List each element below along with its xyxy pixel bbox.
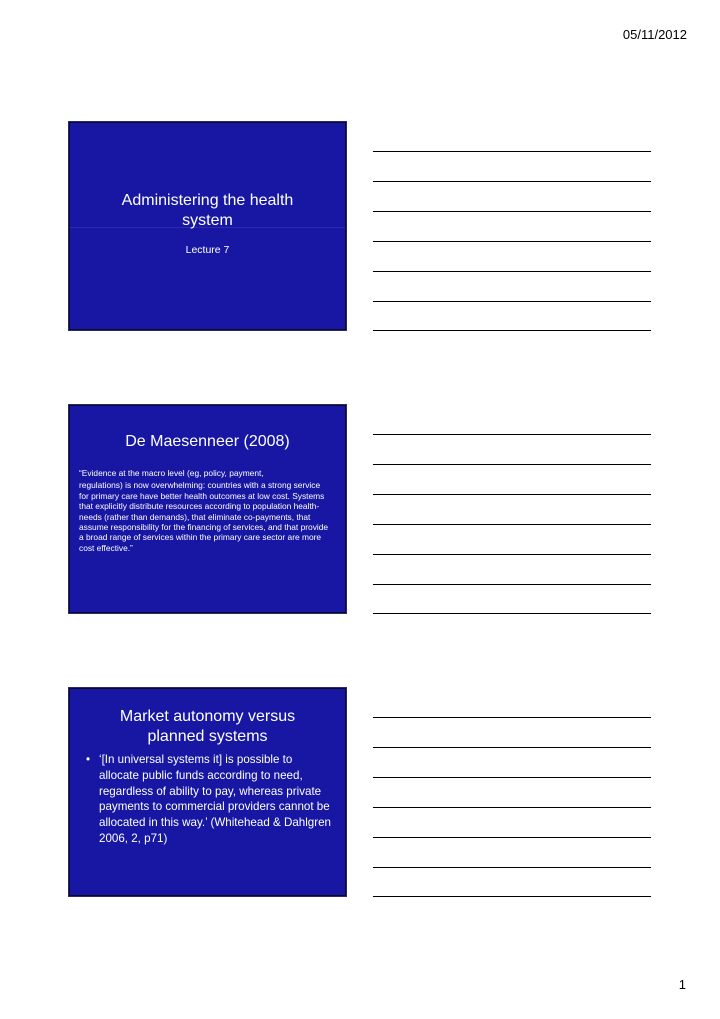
slide-title [70, 191, 345, 231]
note-line [373, 524, 651, 525]
bullet-text: ‘[In universal systems it] is possible to allocate public funds according to need, regardless of ability to pay, whereas private payments to commercial providers cannot be allocated in this way.’ (Whitehead & Dahlgren 2006, 2, p71) [99, 753, 331, 845]
slide-quote [79, 466, 331, 553]
note-line [373, 181, 651, 182]
quote-first-line: “Evidence at the macro level (eg, policy, payment, [79, 468, 264, 478]
note-line [373, 151, 651, 152]
note-line [373, 554, 651, 555]
title-line-2: system [182, 212, 233, 229]
note-line [373, 777, 651, 778]
note-line [373, 837, 651, 838]
note-line [373, 717, 651, 718]
note-line [373, 330, 651, 331]
title-line-2: planned systems [147, 728, 268, 745]
note-line [373, 434, 651, 435]
note-line [373, 867, 651, 868]
note-line [373, 807, 651, 808]
note-line [373, 494, 651, 495]
slide-3 [69, 688, 346, 896]
note-line [373, 896, 651, 897]
quote-body: regulations) is now overwhelming: countries with a strong service for primary care have better health outcomes at low cost. Systems that explicitly distribute resources according to population health-needs (rather than demands), that eliminate co-payments, that assume responsibility for the financing of services, and that provide a broad range of services within the primary care sector are more cost effective.” [79, 480, 329, 553]
bullet-icon: • [86, 753, 91, 766]
note-line [373, 271, 651, 272]
slide-1 [69, 122, 346, 330]
page-number: 1 [678, 977, 686, 992]
note-line [373, 747, 651, 748]
bullet-item [86, 752, 333, 847]
note-line [373, 301, 651, 302]
title-line-1: Administering the health [121, 192, 294, 209]
note-line [373, 613, 651, 614]
date-header: 05/11/2012 [622, 27, 687, 42]
note-line [373, 241, 651, 242]
note-line [373, 211, 651, 212]
title-line-1: Market autonomy versus [119, 708, 296, 725]
slide-subtitle: Lecture 7 [185, 244, 230, 256]
slide-2 [69, 405, 346, 613]
note-line [373, 464, 651, 465]
slide-title [70, 707, 345, 747]
note-line [373, 584, 651, 585]
slide-title: De Maesenneer (2008) [125, 433, 290, 450]
